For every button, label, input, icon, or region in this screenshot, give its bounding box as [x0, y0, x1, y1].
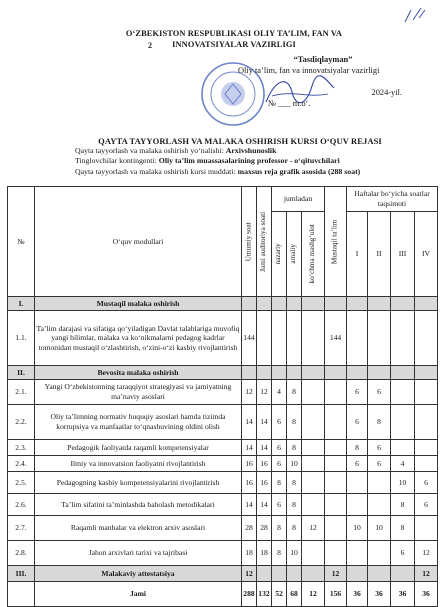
table-cell	[325, 297, 347, 311]
table-cell	[325, 472, 347, 494]
table-cell: 10	[368, 516, 391, 541]
table-cell	[368, 311, 391, 366]
approval-authority: Oliy ta’lim, fan va innovatsiyalar vazirligi	[238, 66, 380, 75]
table-cell	[272, 311, 287, 366]
table-cell: 14	[257, 494, 272, 516]
header-field-session: ko‘chma mashg‘ulot	[302, 212, 325, 297]
table-cell: 10	[287, 456, 302, 472]
table-cell: Bevosita malaka oshirish	[35, 366, 242, 380]
table-cell	[325, 366, 347, 380]
table-cell	[287, 311, 302, 366]
table-cell	[415, 440, 438, 456]
table-cell: 4	[391, 456, 415, 472]
table-cell: Jami	[35, 582, 242, 607]
table-cell: 2.6.	[8, 494, 35, 516]
table-cell: 10	[347, 516, 368, 541]
header-week-4: IV	[415, 212, 438, 297]
table-cell: 2.7.	[8, 516, 35, 541]
table-cell	[8, 582, 35, 607]
table-cell	[391, 297, 415, 311]
audience-label: Tinglovchilar kontingenti:	[75, 156, 159, 166]
table-cell: 16	[242, 456, 257, 472]
total-row	[8, 582, 438, 607]
table-cell	[391, 566, 415, 582]
table-row	[8, 380, 438, 405]
table-cell	[302, 494, 325, 516]
curriculum-table	[7, 186, 438, 607]
header-theory: nazariy	[272, 212, 287, 297]
table-cell: 2.2.	[8, 405, 35, 440]
approval-year: 2024-yil.	[371, 88, 402, 97]
table-cell: Raqamli manbalar va elektron arxiv asoslari	[35, 516, 242, 541]
table-cell: 144	[242, 311, 257, 366]
document-title: QAYTA TAYYORLASH VA MALAKA OSHIRISH KURSI O‘QUV REJASI	[98, 136, 382, 146]
table-cell: Pedagogning kasbiy kompetensiyalarini rivojlantirish	[35, 472, 242, 494]
table-cell	[415, 366, 438, 380]
table-row	[8, 456, 438, 472]
table-cell: 8	[287, 440, 302, 456]
table-cell: 6	[368, 380, 391, 405]
table-cell	[272, 297, 287, 311]
table-cell	[347, 366, 368, 380]
table-cell: 12	[242, 566, 257, 582]
table-cell	[302, 366, 325, 380]
table-cell: 6	[347, 456, 368, 472]
table-cell	[325, 541, 347, 566]
table-cell	[302, 541, 325, 566]
table-cell: 28	[257, 516, 272, 541]
table-cell: Ilmiy va innovatsion faoliyatni rivojlantirish	[35, 456, 242, 472]
table-cell: 144	[325, 311, 347, 366]
table-row	[8, 472, 438, 494]
duration-value: maxsus reja grafik asosida (288 soat)	[237, 166, 361, 176]
table-cell: 2.4.	[8, 456, 35, 472]
table-cell: Pedagogik faoliyatda raqamli kompetensiyalar	[35, 440, 242, 456]
table-cell	[302, 405, 325, 440]
table-cell	[347, 566, 368, 582]
table-cell: 8	[287, 472, 302, 494]
table-cell	[302, 566, 325, 582]
table-cell	[287, 566, 302, 582]
table-cell: Ta’lim darajasi va sifatiga qo‘yiladigan Davlat talablariga muvofiq yangi bilimlar, malaka va ko‘nikmalarni pedagog kadrlar tomonidan mustaqil o‘zlashtirish, o‘zini-o‘zi kasbiy rivojlantirish	[35, 311, 242, 366]
table-cell: III.	[8, 566, 35, 582]
table-cell: 8	[287, 405, 302, 440]
table-cell	[347, 472, 368, 494]
table-cell: 14	[242, 440, 257, 456]
table-cell	[347, 311, 368, 366]
table-cell: 14	[257, 440, 272, 456]
table-cell: 18	[257, 541, 272, 566]
table-cell	[325, 494, 347, 516]
table-cell: 52	[272, 582, 287, 607]
table-cell: 2.3.	[8, 440, 35, 456]
table-cell: 14	[242, 494, 257, 516]
table-cell	[347, 494, 368, 516]
table-row	[8, 311, 438, 366]
table-cell: 12	[302, 582, 325, 607]
header-total: Umumiy soat	[242, 187, 257, 297]
table-cell	[272, 366, 287, 380]
table-cell: 156	[325, 582, 347, 607]
table-cell: 8	[287, 494, 302, 516]
table-cell: 6	[347, 380, 368, 405]
table-row	[8, 494, 438, 516]
table-cell	[325, 405, 347, 440]
table-cell: 12	[242, 380, 257, 405]
table-cell	[302, 297, 325, 311]
table-cell	[347, 297, 368, 311]
table-cell: 68	[287, 582, 302, 607]
audience-value: Oliy ta’lim muassasalarining professor - o‘qituvchilari	[158, 156, 340, 166]
table-cell: 6	[368, 456, 391, 472]
header-week-2: II	[368, 212, 391, 297]
table-cell: 8	[272, 472, 287, 494]
approval-block	[238, 54, 408, 109]
table-cell: 16	[257, 472, 272, 494]
table-cell: 14	[242, 405, 257, 440]
header-modules: O‘quv modullari	[35, 187, 242, 297]
table-cell	[391, 366, 415, 380]
table-cell: 12	[257, 380, 272, 405]
table-cell	[302, 311, 325, 366]
table-cell: Yangi O‘zbekistonning taraqqiyot strategiyasi va jamiyatning ma’naviy asoslari	[35, 380, 242, 405]
header-jumladan: jumladan	[272, 187, 325, 212]
table-cell: Jahon arxivlari tarixi va tajribasi	[35, 541, 242, 566]
table-cell: 8	[287, 516, 302, 541]
table-cell	[368, 494, 391, 516]
table-cell	[302, 456, 325, 472]
table-row	[8, 405, 438, 440]
table-cell	[325, 456, 347, 472]
table-cell: 10	[391, 472, 415, 494]
table-cell	[415, 380, 438, 405]
table-cell	[415, 405, 438, 440]
table-cell	[242, 366, 257, 380]
table-cell: 8	[391, 516, 415, 541]
table-cell: 12	[302, 516, 325, 541]
table-cell: 6	[272, 405, 287, 440]
table-cell	[415, 297, 438, 311]
table-cell: Malakaviy attestatsiya	[35, 566, 242, 582]
table-cell: 8	[272, 516, 287, 541]
table-cell: 2.1.	[8, 380, 35, 405]
table-cell: 6	[415, 494, 438, 516]
table-cell: 12	[415, 566, 438, 582]
table-cell: 132	[257, 582, 272, 607]
table-cell	[325, 440, 347, 456]
table-row	[8, 541, 438, 566]
table-cell: 36	[347, 582, 368, 607]
table-cell	[257, 566, 272, 582]
table-cell	[302, 380, 325, 405]
table-cell: 8	[287, 380, 302, 405]
table-cell	[325, 516, 347, 541]
ministry-line-1: O‘ZBEKISTON RESPUBLIKASI OLIY TA’LIM, FAN VA	[125, 29, 343, 38]
table-cell: 6	[272, 494, 287, 516]
table-cell	[257, 366, 272, 380]
table-cell	[287, 366, 302, 380]
section-row-2	[8, 366, 438, 380]
table-row	[8, 440, 438, 456]
table-cell: 6	[415, 472, 438, 494]
table-cell: 6	[391, 541, 415, 566]
table-cell	[415, 456, 438, 472]
header-no: №	[8, 187, 35, 297]
approval-number: № ___ m.o‘.	[268, 99, 311, 108]
table-cell: II.	[8, 366, 35, 380]
table-cell: 16	[242, 472, 257, 494]
table-cell	[302, 440, 325, 456]
table-cell	[272, 566, 287, 582]
table-cell: 12	[415, 541, 438, 566]
table-cell	[391, 311, 415, 366]
table-cell: 12	[325, 566, 347, 582]
table-cell: 16	[257, 456, 272, 472]
section-row-3	[8, 566, 438, 582]
table-cell: 6	[368, 440, 391, 456]
section-row-1	[8, 297, 438, 311]
table-cell: 8	[368, 405, 391, 440]
table-cell: 2.8.	[8, 541, 35, 566]
duration-label: Qayta tayyorlash va malaka oshirish kursi muddati:	[75, 166, 238, 176]
header-week-3: III	[391, 212, 415, 297]
table-cell: 6	[272, 440, 287, 456]
table-cell	[287, 297, 302, 311]
table-cell: 28	[242, 516, 257, 541]
table-cell: 2.5.	[8, 472, 35, 494]
table-cell: 6	[272, 456, 287, 472]
table-cell	[302, 472, 325, 494]
table-cell	[257, 311, 272, 366]
table-cell: Mustaqil malaka oshirish	[35, 297, 242, 311]
ministry-line-2: INNOVATSIYALAR VAZIRLIGI	[172, 40, 296, 49]
table-cell: 8	[272, 541, 287, 566]
table-cell: 36	[415, 582, 438, 607]
ministry-mark: 2	[148, 41, 153, 50]
table-cell: 8	[347, 440, 368, 456]
approval-title: “Tasdiqlayman”	[293, 55, 353, 64]
table-cell: 6	[347, 405, 368, 440]
table-cell	[391, 405, 415, 440]
ministry-header	[108, 28, 360, 50]
header-independent: Mustaqil ta’lim	[325, 187, 347, 297]
table-cell: 1.1.	[8, 311, 35, 366]
direction-value: Arxivshunoslik	[225, 146, 277, 155]
table-cell	[391, 380, 415, 405]
header-auditorium: Jami auditoriya soati	[257, 187, 272, 297]
table-cell: 10	[287, 541, 302, 566]
table-cell	[368, 541, 391, 566]
table-cell	[391, 440, 415, 456]
table-cell	[415, 311, 438, 366]
table-cell: 36	[368, 582, 391, 607]
header-weeks: Haftalar bo‘yicha soatlar taqsimoti	[347, 187, 438, 212]
table-header-row	[8, 187, 438, 212]
table-cell	[242, 297, 257, 311]
table-cell	[368, 472, 391, 494]
table-cell: 14	[257, 405, 272, 440]
table-cell	[368, 297, 391, 311]
direction-label: Qayta tayyorlash va malaka oshirish yo‘nalishi:	[75, 146, 226, 155]
table-cell: 288	[242, 582, 257, 607]
table-cell: Ta’lim sifatini ta’minlashda baholash metodikalari	[35, 494, 242, 516]
table-cell	[325, 380, 347, 405]
handwritten-mark-icon	[401, 6, 427, 26]
table-cell: 4	[272, 380, 287, 405]
table-cell	[368, 566, 391, 582]
table-cell	[257, 297, 272, 311]
table-row	[8, 516, 438, 541]
table-cell	[347, 541, 368, 566]
header-practice: amaliy	[287, 212, 302, 297]
header-week-1: I	[347, 212, 368, 297]
table-cell	[368, 366, 391, 380]
table-cell: I.	[8, 297, 35, 311]
table-cell: 36	[391, 582, 415, 607]
table-cell: 8	[391, 494, 415, 516]
course-info	[75, 146, 435, 177]
table-cell: 18	[242, 541, 257, 566]
table-cell: Oliy ta’limning normativ huquqiy asoslari hamda tizimda korrupsiya va manfaatlar to‘qnashuvining oldini olish	[35, 405, 242, 440]
table-cell	[415, 516, 438, 541]
